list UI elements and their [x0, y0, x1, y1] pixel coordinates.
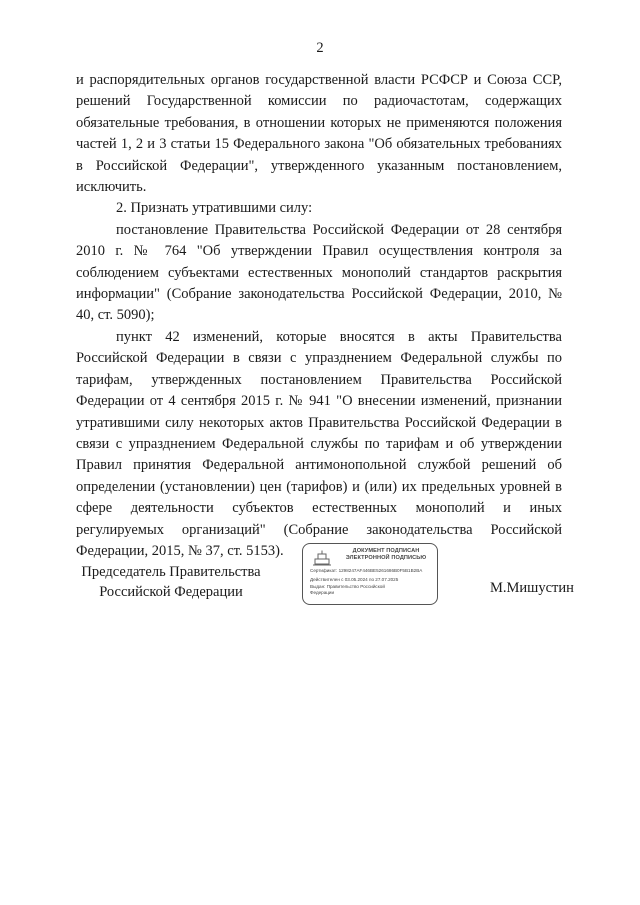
electronic-signature-stamp	[302, 543, 438, 605]
stamp-issued-to-line1: Выдан: Правительство Российской	[310, 584, 385, 589]
stamp-validity: Действителен с 03.05.2024 по 27.07.2025	[310, 577, 399, 582]
paragraph-item-42: пункт 42 изменений, которые вносятся в акты Правительства Российской Федерации в связи с упразднением Федеральной службы по тарифам, утвержденных постановлением Правительства Российской Федерации от 4 сентября 2015 г. № 941 "О внесении изменений, признании утратившими силу некоторых актов Правительства Российской Федерации в связи с упразднением Федеральной службы по тарифам и об утверждении Правил принятия Федеральной антимонопольной службой решений об определении (установлении) цен (тарифов) и (или) их предельных уровней в сфере деятельности субъектов естественных монополий и иных регулируемых организаций" (Собрание законодательства Российской Федерации, 2015, № 37, ст. 5153).	[76, 328, 562, 559]
signatory-name: М.Мишустин	[490, 580, 574, 596]
coat-of-arms-icon	[311, 550, 333, 566]
document-body	[76, 70, 562, 562]
paragraph-resolution-764: постановление Правительства Российской Федерации от 28 сентября 2010 г. № 764 "Об утверждении Правил осуществления контроля за соблюдением субъектами естественных монополий стандартов раскрытия информации" (Собрание законодательства Российской Федерации, 2010, № 40, ст. 5090);	[76, 221, 562, 324]
paragraph-closing-clause: и распорядительных органов государственной власти РСФСР и Союза ССР, решений Государственной комиссии по радиочастотам, содержащих обязательные требования, в отношении которых не применяются положения частей 1, 2 и 3 статьи 15 Федерального закона "Об обязательных требованиях в Российской Федерации", утвержденного указанным постановлением, исключить.	[76, 72, 562, 196]
paragraph-repeal-heading: 2. Признать утратившими силу:	[116, 200, 313, 217]
stamp-issued-to-line2: Федерации	[310, 590, 335, 595]
page-number: 2	[316, 40, 324, 56]
stamp-heading: ДОКУМЕНТ ПОДПИСАН ЭЛЕКТРОННОЙ ПОДПИСЬЮ	[345, 548, 427, 561]
signatory-title	[76, 562, 266, 602]
stamp-certificate: Сертификат: 1298247AF446BE5261686B0F5B1B2BA	[310, 568, 423, 573]
signatory-title-line1: Председатель Правительства	[81, 564, 261, 580]
signatory-title-line2: Российской Федерации	[99, 584, 243, 600]
